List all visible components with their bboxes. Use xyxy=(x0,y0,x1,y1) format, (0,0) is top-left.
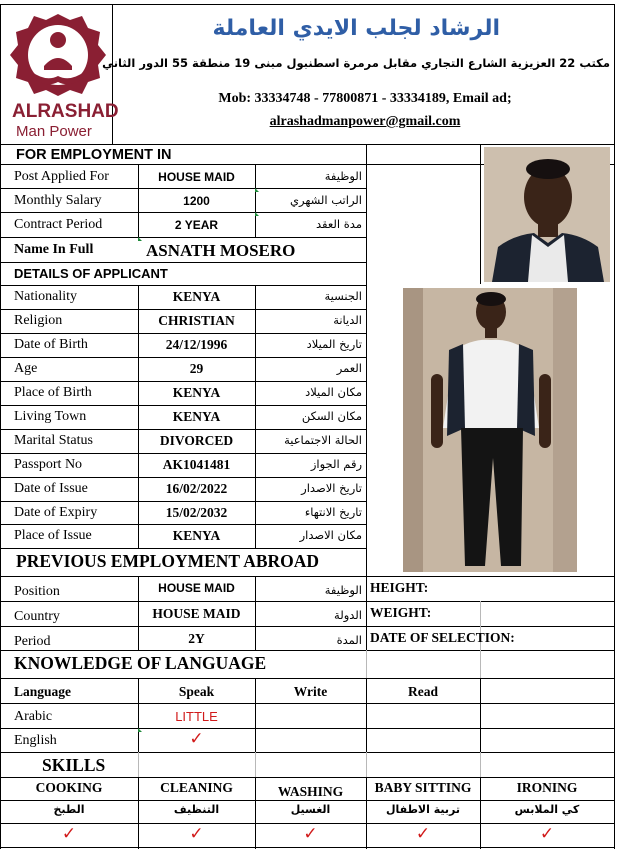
name-in-full-value: ASNATH MOSERO xyxy=(146,241,296,260)
post-applied-value: HOUSE MAID xyxy=(158,170,235,184)
applicant-field-label: Religion xyxy=(14,313,63,328)
applicant-field-label-ar: رقم الجواز xyxy=(310,457,362,471)
applicant-field-label: Age xyxy=(14,361,38,376)
contract-period-label-ar: مدة العقد xyxy=(316,217,362,231)
applicant-field-label-ar: مكان الاصدار xyxy=(299,528,362,542)
language-arabic: Arabic xyxy=(14,709,53,724)
contract-period-value: 2 YEAR xyxy=(174,218,219,232)
applicant-field-label-ar: الديانة xyxy=(333,313,362,327)
previous-field-value: 2Y xyxy=(188,631,205,646)
english-speak-check-icon: ✓ xyxy=(189,729,204,749)
applicant-field-label: Place of Issue xyxy=(14,528,92,543)
post-applied-label-ar: الوظيفة xyxy=(324,169,362,183)
logo-text: ALRASHAD xyxy=(12,101,119,122)
post-applied-label: Post Applied For xyxy=(14,169,109,184)
applicant-field-value: 16/02/2022 xyxy=(165,481,228,496)
previous-right-field: HEIGHT: xyxy=(370,580,429,595)
language-heading: KNOWLEDGE OF LANGUAGE xyxy=(14,653,267,673)
monthly-salary-value: 1200 xyxy=(183,194,210,208)
previous-field-label: Period xyxy=(14,634,51,649)
company-address-arabic: مكتب 22 العزيزية الشارع التجاري مقابل مرمرة اسطنبول مبنى 19 منطقة 55 الدور الثاني xyxy=(102,56,610,70)
skill-label: COOKING xyxy=(35,780,103,795)
applicant-field-label-ar: تاريخ الانتهاء xyxy=(304,505,362,519)
arabic-speak-level: LITTLE xyxy=(175,709,218,724)
applicant-field-label: Living Town xyxy=(14,409,87,424)
skill-label: BABY SITTING xyxy=(374,780,472,795)
language-col-header: Language xyxy=(14,684,72,699)
previous-employment-heading: PREVIOUS EMPLOYMENT ABROAD xyxy=(16,551,320,571)
company-email[interactable]: alrashadmanpower@gmail.com xyxy=(269,114,461,129)
previous-field-value: HOUSE MAID xyxy=(158,581,235,595)
applicant-field-value: 29 xyxy=(189,361,204,376)
applicant-field-value: AK1041481 xyxy=(162,457,231,472)
applicant-field-value: KENYA xyxy=(172,528,221,543)
skill-check-icon: ✓ xyxy=(303,824,318,844)
skill-check-icon: ✓ xyxy=(189,824,204,844)
skill-label-ar: تربية الاطفال xyxy=(385,803,460,816)
applicant-field-value: KENYA xyxy=(172,289,221,304)
applicant-field-label-ar: مكان الميلاد xyxy=(305,385,362,399)
applicant-field-label-ar: العمر xyxy=(336,361,362,375)
logo-subtext: Man Power xyxy=(16,123,92,140)
language-english: English xyxy=(14,733,57,748)
logo-mark-icon xyxy=(8,10,108,100)
skill-label: CLEANING xyxy=(160,780,233,795)
skill-check-icon: ✓ xyxy=(415,824,431,844)
skill-check-icon: ✓ xyxy=(61,824,77,844)
company-name-arabic: الرشاد لجلب الايدي العاملة xyxy=(212,16,500,41)
skills-heading: SKILLS xyxy=(42,755,106,775)
applicant-headshot-photo xyxy=(484,147,610,282)
applicant-field-label-ar: الحالة الاجتماعية xyxy=(284,433,362,447)
skill-check-icon: ✓ xyxy=(539,824,555,844)
previous-right-field: WEIGHT: xyxy=(370,605,432,620)
applicant-field-label: Date of Expiry xyxy=(14,505,98,520)
previous-field-label-ar: الدولة xyxy=(334,608,362,622)
applicant-field-value: KENYA xyxy=(172,409,221,424)
skill-label-ar: الغسيل xyxy=(290,803,331,816)
applicant-field-label-ar: تاريخ الميلاد xyxy=(306,337,362,351)
monthly-salary-label-ar: الراتب الشهري xyxy=(290,193,362,207)
skill-label: WASHING xyxy=(277,784,344,799)
applicant-fullbody-photo xyxy=(403,288,577,572)
applicant-field-value: 24/12/1996 xyxy=(165,337,228,352)
applicant-field-label-ar: مكان السكن xyxy=(301,409,362,423)
skill-label-ar: الطبخ xyxy=(53,803,85,816)
applicant-field-label-ar: الجنسية xyxy=(324,289,362,303)
applicant-field-value: CHRISTIAN xyxy=(158,313,235,328)
applicant-heading: DETAILS OF APPLICANT xyxy=(14,266,168,281)
applicant-field-label: Nationality xyxy=(14,289,77,304)
speak-col-header: Speak xyxy=(178,684,215,699)
name-in-full-label: Name In Full xyxy=(14,242,94,257)
skill-label: IRONING xyxy=(516,780,578,795)
previous-field-label-ar: الوظيفة xyxy=(324,583,362,597)
skill-label-ar: التنظيف xyxy=(173,803,220,816)
monthly-salary-label: Monthly Salary xyxy=(14,193,102,208)
write-col-header: Write xyxy=(293,684,328,699)
previous-field-label-ar: المدة xyxy=(336,633,362,647)
applicant-field-value: DIVORCED xyxy=(159,433,234,448)
previous-right-field: DATE OF SELECTION: xyxy=(370,630,515,645)
skill-label-ar: كي الملابس xyxy=(514,803,580,816)
applicant-field-label: Date of Issue xyxy=(14,481,88,496)
contract-period-label: Contract Period xyxy=(14,217,103,232)
applicant-field-value: KENYA xyxy=(172,385,221,400)
applicant-field-label: Marital Status xyxy=(14,433,93,448)
previous-field-label: Country xyxy=(14,609,60,624)
read-col-header: Read xyxy=(408,684,438,699)
company-logo xyxy=(8,10,119,142)
applicant-field-label-ar: تاريخ الاصدار xyxy=(301,481,362,495)
previous-field-value: HOUSE MAID xyxy=(152,606,241,621)
applicant-field-value: 15/02/2032 xyxy=(165,505,228,520)
applicant-field-label: Passport No xyxy=(14,457,83,472)
previous-field-label: Position xyxy=(14,584,60,599)
company-contact: Mob: 33334748 - 77800871 - 33334189, Email ad; xyxy=(218,91,512,106)
applicant-field-label: Date of Birth xyxy=(14,337,88,352)
applicant-field-label: Place of Birth xyxy=(14,385,92,400)
employment-heading: FOR EMPLOYMENT IN xyxy=(16,147,172,163)
